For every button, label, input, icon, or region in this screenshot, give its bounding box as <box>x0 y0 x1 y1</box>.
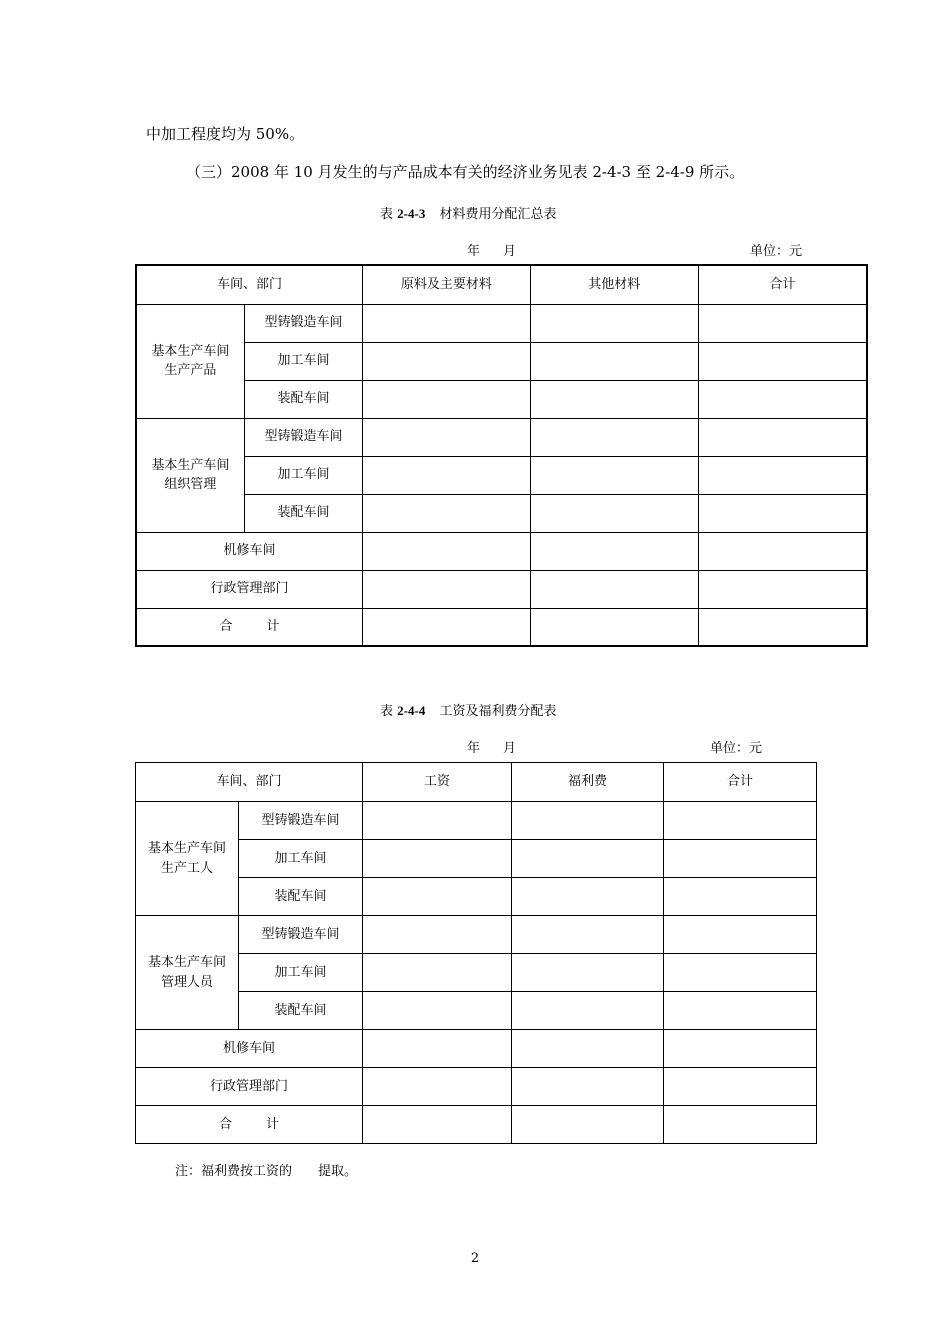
row-label: 型铸锻造车间 <box>244 418 362 456</box>
header-total: 合计 <box>699 265 867 304</box>
table2-caption-number: 2-4-4 <box>397 703 426 718</box>
cell-input[interactable] <box>664 1106 817 1144</box>
table-row <box>136 802 817 840</box>
row-label-total: 合 计 <box>136 1106 363 1144</box>
row-label: 加工车间 <box>244 342 362 380</box>
group-management-staff: 基本生产车间 管理人员 <box>136 916 239 1030</box>
cell-input[interactable] <box>530 494 698 532</box>
row-label: 加工车间 <box>239 840 363 878</box>
header-raw-materials: 原料及主要材料 <box>363 265 530 304</box>
cell-input[interactable] <box>699 418 867 456</box>
row-label: 装配车间 <box>244 494 362 532</box>
cell-input[interactable] <box>530 342 698 380</box>
cell-input[interactable] <box>363 1068 512 1106</box>
cell-input[interactable] <box>664 802 817 840</box>
cell-input[interactable] <box>512 878 664 916</box>
cell-input[interactable] <box>530 532 698 570</box>
table-row <box>136 418 867 456</box>
row-label: 加工车间 <box>239 954 363 992</box>
row-label: 装配车间 <box>244 380 362 418</box>
table-row <box>136 570 867 608</box>
header-welfare: 福利费 <box>512 763 664 802</box>
cell-input[interactable] <box>664 840 817 878</box>
table-header-row <box>136 265 867 304</box>
table2-month-label: 月 <box>503 741 517 756</box>
table-row <box>136 916 817 954</box>
cell-input[interactable] <box>363 456 530 494</box>
table2-unit: 单位：元 <box>710 741 763 756</box>
table-row <box>136 878 817 916</box>
table1-caption <box>380 203 556 222</box>
table-row <box>136 840 817 878</box>
cell-input[interactable] <box>363 954 512 992</box>
cell-input[interactable] <box>664 878 817 916</box>
table2-caption-prefix: 表 <box>380 704 394 719</box>
cell-input[interactable] <box>664 1030 817 1068</box>
cell-input[interactable] <box>363 916 512 954</box>
cell-input[interactable] <box>363 992 512 1030</box>
row-label: 装配车间 <box>239 992 363 1030</box>
cell-input[interactable] <box>664 916 817 954</box>
group-production-workers: 基本生产车间 生产工人 <box>136 802 239 916</box>
table2-caption <box>380 700 556 719</box>
table1-month-label: 月 <box>503 244 517 259</box>
cell-input[interactable] <box>512 916 664 954</box>
header-other-materials: 其他材料 <box>530 265 698 304</box>
header-total: 合计 <box>664 763 817 802</box>
cell-input[interactable] <box>664 1068 817 1106</box>
cell-input[interactable] <box>512 1030 664 1068</box>
cell-input[interactable] <box>512 1106 664 1144</box>
cell-input[interactable] <box>699 304 867 342</box>
cell-input[interactable] <box>664 992 817 1030</box>
row-label-repair: 机修车间 <box>136 1030 363 1068</box>
cell-input[interactable] <box>363 494 530 532</box>
row-label-admin: 行政管理部门 <box>136 1068 363 1106</box>
table-row <box>136 456 867 494</box>
group-organization-management: 基本生产车间 组织管理 <box>136 418 244 532</box>
cell-input[interactable] <box>512 954 664 992</box>
table-row <box>136 304 867 342</box>
cell-input[interactable] <box>363 532 530 570</box>
table1-caption-prefix: 表 <box>380 207 394 222</box>
table-total-row <box>136 608 867 646</box>
cell-input[interactable] <box>363 1106 512 1144</box>
cell-input[interactable] <box>530 456 698 494</box>
cell-input[interactable] <box>699 570 867 608</box>
table1-unit: 单位：元 <box>750 244 803 259</box>
cell-input[interactable] <box>512 840 664 878</box>
cell-input[interactable] <box>699 456 867 494</box>
cell-input[interactable] <box>530 304 698 342</box>
table-total-row <box>136 1106 817 1144</box>
cell-input[interactable] <box>664 954 817 992</box>
table-row <box>136 494 867 532</box>
row-label-admin: 行政管理部门 <box>136 570 363 608</box>
cell-input[interactable] <box>512 992 664 1030</box>
note-suffix: 提取。 <box>318 1164 358 1179</box>
row-label-repair: 机修车间 <box>136 532 363 570</box>
header-department: 车间、部门 <box>136 265 363 304</box>
table-row <box>136 1030 817 1068</box>
cell-input[interactable] <box>363 418 530 456</box>
cell-input[interactable] <box>363 342 530 380</box>
cell-input[interactable] <box>363 1030 512 1068</box>
group-production-products: 基本生产车间 生产产品 <box>136 304 244 418</box>
header-department: 车间、部门 <box>136 763 363 802</box>
cell-input[interactable] <box>363 802 512 840</box>
table-row <box>136 954 817 992</box>
cell-input[interactable] <box>699 532 867 570</box>
row-label: 型铸锻造车间 <box>239 802 363 840</box>
table-row <box>136 992 817 1030</box>
row-label: 装配车间 <box>239 878 363 916</box>
table1-year-label: 年 <box>467 244 481 259</box>
header-wages: 工资 <box>363 763 512 802</box>
table-header-row <box>136 763 817 802</box>
intro-line: 中加工程度均为 50%。 <box>146 125 305 143</box>
cell-input[interactable] <box>530 380 698 418</box>
cell-input[interactable] <box>512 802 664 840</box>
row-label-total: 合 计 <box>136 608 363 646</box>
table2-note <box>175 1160 357 1179</box>
row-label: 型铸锻造车间 <box>239 916 363 954</box>
intro-paragraph: （三）2008 年 10 月发生的与产品成本有关的经济业务见表 2-4-3 至 2-4-9 所示。 <box>186 163 745 181</box>
cell-input[interactable] <box>363 304 530 342</box>
table-row <box>136 342 867 380</box>
table1-caption-title: 材料费用分配汇总表 <box>439 207 557 222</box>
cell-input[interactable] <box>363 608 530 646</box>
cell-input[interactable] <box>699 342 867 380</box>
cell-input[interactable] <box>363 570 530 608</box>
table2-year-label: 年 <box>467 741 481 756</box>
table1-caption-number: 2-4-3 <box>397 206 426 221</box>
material-cost-table <box>135 264 868 647</box>
cell-input[interactable] <box>530 418 698 456</box>
row-label: 加工车间 <box>244 456 362 494</box>
cell-input[interactable] <box>699 608 867 646</box>
cell-input[interactable] <box>699 494 867 532</box>
cell-input[interactable] <box>699 380 867 418</box>
cell-input[interactable] <box>530 570 698 608</box>
wage-welfare-table <box>135 762 817 1144</box>
cell-input[interactable] <box>363 380 530 418</box>
cell-input[interactable] <box>512 1068 664 1106</box>
row-label: 型铸锻造车间 <box>244 304 362 342</box>
table-row <box>136 532 867 570</box>
note-prefix: 注：福利费按工资的 <box>175 1164 293 1179</box>
page-number: 2 <box>470 1251 480 1266</box>
table-row <box>136 1068 817 1106</box>
cell-input[interactable] <box>530 608 698 646</box>
table-row <box>136 380 867 418</box>
cell-input[interactable] <box>363 840 512 878</box>
cell-input[interactable] <box>363 878 512 916</box>
table2-caption-title: 工资及福利费分配表 <box>439 704 557 719</box>
